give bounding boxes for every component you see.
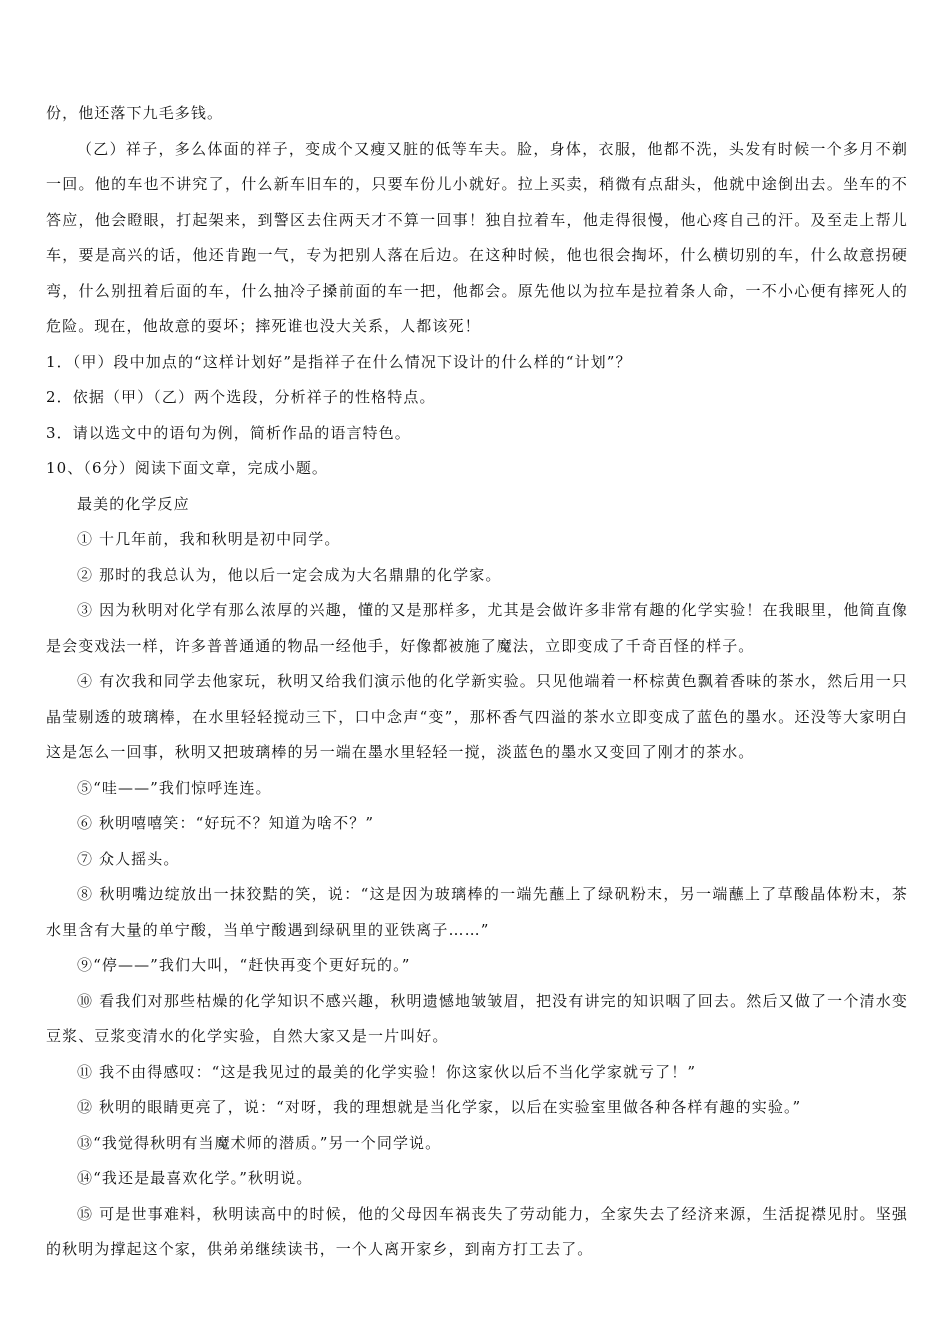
article-paragraph-12: ⑫ 秋明的眼睛更亮了，说：“对呀，我的理想就是当化学家，以后在实验室里做各种各样有趣的实验。” <box>77 1098 802 1116</box>
question-1: 1．（甲）段中加点的“这样计划好”是指祥子在什么情况下设计的什么样的“计划”？ <box>46 352 632 371</box>
question-2: 2．依据（甲）（乙）两个选段，分析祥子的性格特点。 <box>46 388 436 406</box>
article-paragraph-10: ⑩ 看我们对那些枯燥的化学知识不感兴趣，秋明遗憾地皱皱眉，把没有讲完的知识咽了回去。然后又做了一个清水变豆浆、豆浆变清水的化学实验，自然大家又是一片叫好。 <box>46 991 908 1045</box>
article-paragraph-14: ⑭“我还是最喜欢化学。”秋明说。 <box>77 1169 313 1187</box>
passage-a-ending: 份，他还落下九毛多钱。 <box>46 104 224 122</box>
article-paragraph-1: ① 十几年前，我和秋明是初中同学。 <box>77 530 341 548</box>
article-paragraph-15: ⑮ 可是世事难料，秋明读高中的时候，他的父母因车祸丧失了劳动能力，全家失去了经济来源，生活捉襟见肘。坚强的秋明为撑起这个家，供弟弟继续读书，一个人离开家乡，到南方打工去了。 <box>46 1204 908 1258</box>
article-paragraph-5: ⑤“哇——”我们惊呼连连。 <box>77 778 272 797</box>
article-paragraph-11: ⑪ 我不由得感叹：“这是我见过的最美的化学实验！你这家伙以后不当化学家就亏了！” <box>77 1062 697 1081</box>
article-paragraph-8: ⑧ 秋明嘴边绽放出一抹狡黠的笑，说：“这是因为玻璃棒的一端先蘸上了绿矾粉末，另一端蘸上了草酸晶体粉末，茶水里含有大量的单宁酸，当单宁酸遇到绿矾里的亚铁离子……” <box>46 885 908 939</box>
article-paragraph-6: ⑥ 秋明嘻嘻笑：“好玩不？知道为啥不？” <box>77 814 375 832</box>
article-paragraph-7: ⑦ 众人摇头。 <box>77 849 180 868</box>
document-page <box>46 96 908 1268</box>
article-title: 最美的化学反应 <box>77 494 190 513</box>
passage-b: （乙）祥子，多么体面的祥子，变成个又瘦又脏的低等车夫。脸，身体，衣服，他都不洗，头发有时候一个多月不剃一回。他的车也不讲究了，什么新车旧车的，只要车份儿小就好。拉上买卖，稍微有点甜头，他就中途倒出去。坐车的不答应，他会瞪眼，打起架来，到警区去住两天才不算一回事！独自拉着车，他走得很慢，他心疼自己的汗。及至走上帮儿车，要是高兴的话，他还肯跑一气，专为把别人落在后边。在这种时候，他也很会掏坏，什么横切别的车，什么故意拐硬弯，什么别扭着后面的车，什么抽冷子搡前面的车一把，他都会。原先他以为拉车是拉着条人命，一不小心便有摔死人的危险。现在，他故意的耍坏；摔死谁也没大关系，人都该死！ <box>46 139 908 335</box>
article-paragraph-9: ⑨“停——”我们大叫，“赶快再变个更好玩的。” <box>77 956 411 974</box>
article-paragraph-4: ④ 有次我和同学去他家玩，秋明又给我们演示他的化学新实验。只见他端着一杯棕黄色飘着香味的茶水，然后用一只晶莹剔透的玻璃棒，在水里轻轻搅动三下，口中念声“变”，那杯香气四溢的茶水立即变成了蓝色的墨水。还没等大家明白这是怎么一回事，秋明又把玻璃棒的另一端在墨水里轻轻一搅，淡蓝色的墨水又变回了刚才的茶水。 <box>46 672 908 761</box>
section-10-heading: 10、（6分）阅读下面文章，完成小题。 <box>46 459 329 477</box>
question-3: 3．请以选文中的语句为例，简析作品的语言特色。 <box>46 423 411 442</box>
article-paragraph-13: ⑬“我觉得秋明有当魔术师的潜质。”另一个同学说。 <box>77 1133 442 1152</box>
article-paragraph-3: ③ 因为秋明对化学有那么浓厚的兴趣，懂的又是那样多，尤其是会做许多非常有趣的化学实验！在我眼里，他简直像是会变戏法一样，许多普普通通的物品一经他手，好像都被施了魔法，立即变成了千奇百怪的样子。 <box>46 601 908 655</box>
article-paragraph-2: ② 那时的我总认为，他以后一定会成为大名鼎鼎的化学家。 <box>77 565 502 584</box>
